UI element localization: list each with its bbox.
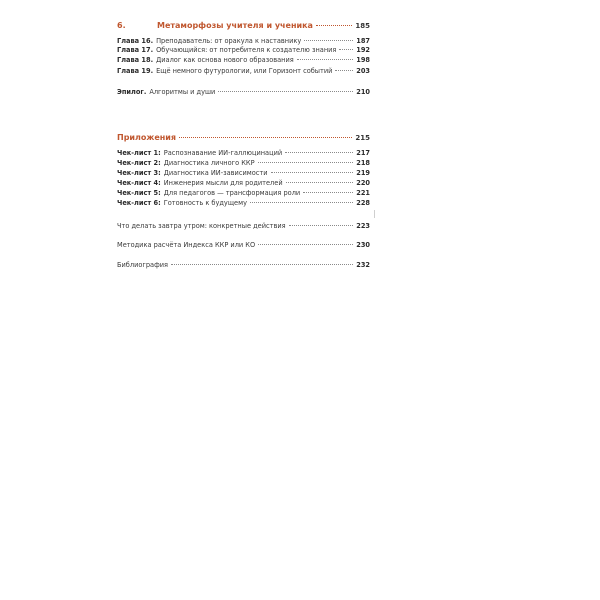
epilogue-label: Эпилог.	[117, 88, 147, 96]
toc-appendices	[117, 132, 370, 143]
extra-title: Библиография	[117, 261, 168, 269]
toc-chapter-19	[117, 67, 370, 76]
leader-dots	[218, 91, 353, 92]
leader-dots	[179, 137, 352, 138]
checklist-page: 219	[356, 169, 370, 177]
epilogue-page: 210	[356, 88, 370, 96]
checklist-page: 228	[356, 199, 370, 207]
leader-dots	[304, 40, 353, 41]
chapter-page: 192	[356, 46, 370, 54]
chapter-label: Глава 17.	[117, 46, 154, 54]
toc-extra-bibliography	[117, 261, 370, 270]
leader-dots	[250, 202, 353, 203]
section-page: 185	[355, 22, 370, 30]
checklist-title: Инженерия мысли для родителей	[163, 179, 283, 187]
chapter-page: 198	[356, 56, 370, 64]
checklist-label: Чек-лист 2:	[117, 159, 161, 167]
chapter-title: Преподаватель: от оракула к наставнику	[156, 37, 302, 45]
toc-checklist-3	[117, 169, 370, 178]
section-number: 6.	[117, 21, 126, 30]
leader-dots	[339, 49, 353, 50]
page-edge-mark	[374, 210, 375, 218]
leader-dots	[316, 25, 352, 26]
leader-dots	[271, 172, 354, 173]
toc-chapter-16	[117, 37, 370, 46]
toc-checklist-6	[117, 199, 370, 208]
chapter-title: Ещё немного футурологии, или Горизонт событий	[156, 67, 333, 75]
leader-dots	[286, 182, 354, 183]
chapter-label: Глава 19.	[117, 67, 154, 75]
extra-page: 223	[356, 222, 370, 230]
chapter-label: Глава 16.	[117, 37, 154, 45]
toc-checklist-4	[117, 179, 370, 188]
checklist-title: Диагностика ИИ-зависимости	[163, 169, 268, 177]
chapter-title: Диалог как основа нового образования	[156, 56, 294, 64]
checklist-label: Чек-лист 4:	[117, 179, 161, 187]
checklist-title: Диагностика личного ККР	[163, 159, 255, 167]
toc-section-6	[117, 20, 370, 31]
epilogue-title: Алгоритмы и души	[149, 88, 216, 96]
extra-page: 232	[356, 261, 370, 269]
appendices-page: 215	[355, 134, 370, 142]
checklist-title: Распознавание ИИ-галлюцинаций	[163, 149, 283, 157]
toc-extra-morning-actions	[117, 222, 370, 231]
checklist-page: 217	[356, 149, 370, 157]
toc-checklist-2	[117, 159, 370, 168]
toc-checklist-1	[117, 149, 370, 158]
toc-chapter-18	[117, 56, 370, 65]
checklist-title: Готовность к будущему	[163, 199, 247, 207]
toc-epilogue	[117, 88, 370, 97]
section-title: Метаморфозы учителя и ученика	[157, 21, 313, 30]
checklist-label: Чек-лист 3:	[117, 169, 161, 177]
chapter-label: Глава 18.	[117, 56, 154, 64]
toc-extra-index-method	[117, 241, 370, 250]
checklist-page: 220	[356, 179, 370, 187]
checklist-label: Чек-лист 6:	[117, 199, 161, 207]
chapter-title: Обучающийся: от потребителя к создателю знания	[156, 46, 337, 54]
appendices-title: Приложения	[117, 133, 177, 142]
leader-dots	[258, 244, 353, 245]
checklist-page: 221	[356, 189, 370, 197]
checklist-label: Чек-лист 1:	[117, 149, 161, 157]
checklist-title: Для педагогов — трансформация роли	[163, 189, 301, 197]
leader-dots	[258, 162, 354, 163]
leader-dots	[297, 59, 354, 60]
toc-checklist-5	[117, 189, 370, 198]
chapter-page: 187	[356, 37, 370, 45]
leader-dots	[303, 192, 353, 193]
chapter-page: 203	[356, 67, 370, 75]
leader-dots	[285, 152, 353, 153]
extra-title: Методика расчёта Индекса ККР или КО	[117, 241, 256, 249]
leader-dots	[335, 70, 353, 71]
extra-title: Что делать завтра утром: конкретные действия	[117, 222, 286, 230]
toc-chapter-17	[117, 46, 370, 55]
checklist-page: 218	[356, 159, 370, 167]
leader-dots	[289, 225, 354, 226]
checklist-label: Чек-лист 5:	[117, 189, 161, 197]
leader-dots	[171, 264, 353, 265]
extra-page: 230	[356, 241, 370, 249]
